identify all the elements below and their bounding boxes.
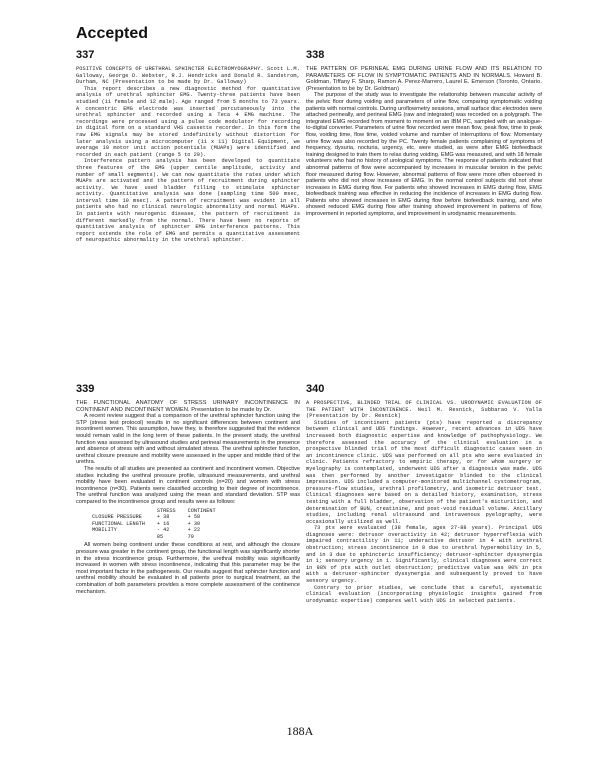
abstract-title: POSITIVE CONCEPTS OF URETHRAL SPHINCTER ELECTROMYOGRAPHY. Scott L.M. Galloway, George D. Webster, R.J. Hendricks and Donald R. Sandstrom, Durham, NC (Presentation to be made by Dr. Galloway) [76,66,300,86]
abstract-paragraph: All women being continent under these conditions at rest, and although the closure pressure was greater in the continent group, the functional length was significantly shorter in the stress incontinence group. Furthermore, the urethral mobility was significantly increased in women with stress incontinence, indicating that this parameter may be the most important factor in the pathogenesis. Our results suggest that sphincter function and urethral mobility should be evaluated in all patients prior to surgical treatment, as the combination of both parameters provides a more complete assessment of the continence mechanism. [76,542,300,595]
table-row [86,534,222,541]
table-cell: + 22 [187,527,201,534]
abstract-paragraph: The purpose of the study was to investigate the relationship between muscular activity of the pelvic floor during voiding and parameters of urine flow, comparing symptomatic voiding patients with normal controls. During uroflowmetry sessions, small surface disc electrodes were attached perineally, and perineal EMG (raw and integrated) was recorded on a polygraph. The integrated EMG recorded from moment to moment on an IBM PC, sampled with an analogue-to-digital converter. Parameters of urine flow recorded were mean flow, peak flow, time to peak flow, voiding time, flow time, voided volume and number of interruptions of flow. Momentary urine flow was also recorded by the PC. Twenty female patients complaining of symptoms of frequency, dysuria, nocturia, urgency, etc. were studied, as were after EMG biofeedback training designed to train them to relax during voiding. EMG was measured, and with 18 female volunteers who had no history of urological symptoms. The response of patients indicated that abnormal patterns of flow were accompanied by increases in muscular tension in the pelvic floor measured during flow. However, abnormal patterns of flow were more often observed in patients who did not show increases of EMG. In the normal control subjects did not show increases in EMG during flow. For patients who showed increases in EMG during flow, EMG biofeedback training was effective in reducing the incidence of increases in EMG during flow. Patients who showed increases in EMG during flow before biofeedback training, and who showed reduced EMG during flow after training showed improvement in patterns of flow, improvement in reported symptoms, and improvement in urodynamic measurements. [306,92,542,218]
abstract-title: THE FUNCTIONAL ANATOMY OF STRESS URINARY INCONTINENCE IN CONTINENT AND INCONTINENT WOMEN. Presentation to be made by Dr. [76,400,300,413]
abstract-338 [306,49,542,218]
table-cell: CLOSURE PRESSURE [92,514,142,521]
page-number: 188A [286,724,314,738]
table-cell: + 38 [156,514,170,521]
abstract-number: 339 [76,383,95,395]
abstract-title: THE PATTERN OF PERINEAL EMG DURING URINE FLOW AND ITS RELATION TO PARAMETERS OF FLOW IN SYMPTOMATIC PATIENTS AND IN NORMALS. Howard B. Goldman, Tiffany F. Sharp, Ramon A. Perez-Marrero, Laurel E. Emerson (Toronto, Ontario. (Presentation to be by Dr. Goldman) [306,66,542,92]
abstract-paragraph: Interference pattern analysis has been developed to quantitate three features of the EMG (upper centile amplitude, activity and number of small segments). We can now quantitate the rates under which MUAPs are activated and the pattern of recruitment during sphincter activity. We have used bladder filling to stimulate sphincter activity. Quantitative analysis was done (sampling time 500 msec, interval time 10 msec). A pattern of recruitment was evident in all patients who had no clinical neurologic abnormality and normal MUAPs. In patients with neurogenic disease, the pattern of recruitment is different markedly from the normal. There have been no reports of quantitative analysis of sphincter EMG interference patterns. This report extends the role of EMG and permits a quantitative assessment of neuropathic abnormality in the urethral sphincter. [76,158,300,244]
table-row [86,514,222,521]
abstract-number: 340 [306,383,325,395]
table-header: STRESS [156,507,176,514]
table-cell: - 42 [156,527,170,534]
table-header-row [86,508,222,515]
section-title: Accepted [76,25,149,42]
table-cell: + 16 [156,520,170,527]
abstract-340 [306,383,542,604]
table-cell: 79 [187,533,194,540]
abstract-paragraph: 73 pts were evaluated (38 female, ages 27-88 years). Principal UDS diagnoses were: detrusor overactivity in 42; detrusor hyperreflexia with impaired contractility in 11; underactive detrusor in 4 with urethral obstruction; stress incontinence in 8 due to urethral hypermobility in 5, and in 3 due to sphincteric insufficiency; detrusor-sphincter dyssynergia in 1; sensory urgency in 1. Significantly, clinical diagnoses were correct in 88% of pts with outlet obstruction; predictive value was 90% in pts with a detrusor-sphincter dyssynergia and subsequently proved to have sensory urgency. [306,525,542,585]
abstract-339 [76,383,300,595]
abstract-paragraph: Studies of incontinent patients (pts) have reported a discrepancy between clinical and UDS findings. However, recent advances in UDS have increased both diagnostic expertise and knowledge of pathophysiology. We therefore assessed the accuracy of the clinical evaluation in a prospective blinded trial of the most difficult diagnostic cases seen in an incontinence clinic. UDS was performed on all pts who were evaluated in clinic. Patients refractory to empiric therapy, or for whom surgery or myelography is contemplated, underwent UDS after a diagnosis was made. UDS was then performed by another investigator blinded to the clinical impression. UDS included a computer-monitored multichannel cystometrogram, pressure-flow studies, urethral profilometry, and isometric detrusor test. Clinical diagnoses were based on a detailed history, examination, stress testing with a full bladder, observation of the patient's micturition, and determination of BUN, creatinine, and post-void residual volume. Ancillary studies, including renal ultrasound and intravenous pyelography, were occasionally utilized as well. [306,419,542,525]
abstract-337 [76,49,300,244]
table-cell: + 58 [187,514,201,521]
table-cell: + 30 [187,520,201,527]
abstract-paragraph: The results of all studies are presented as continent and incontinent women. Objective studies including the urethral pressure profile, ultrasound measurements, and urethral mobility have been evaluated in continent controls (n=20) and women with stress incontinence (n=30). Patients were classified according to their degree of incontinence. The urethral function was analyzed using the mean and standard deviation. STP was compared to the incontinence group and results were as follows: [76,465,300,505]
table-row [86,527,222,534]
table-header: CONTINENT [187,507,216,514]
table-cell: 85 [156,533,164,540]
results-table [86,508,222,541]
table-header [86,508,151,515]
abstract-paragraph: Contrary to prior studies, we conclude that a careful, systematic clinical evaluation (incorporating physiologic insights gained from urodynamic expertise) compares well with UDS in selected patients. [306,584,542,604]
table-cell: FUNCTIONAL LENGTH [92,520,145,527]
table-row [86,521,222,528]
abstract-title: A PROSPECTIVE, BLINDED TRIAL OF CLINICAL VS. URODYNAMIC EVALUATION OF THE PATIENT WITH INCONTINENCE. Neil M. Resnick, Subbarao V. Yalla (Presentation by Dr. Resnick) [306,400,542,420]
table-cell [86,534,151,541]
abstract-number: 338 [306,49,325,61]
table-cell: MOBILITY [92,527,117,534]
abstract-paragraph: A recent review suggest that a comparison of the urethral sphincter function using the STP (stress test protocol) results in no significant differences between continent and incontinent women. This assumption, have they, is therefore suggested that the evidence would remain valid in the long term of these patients. In the present study, the urethral function was assessed by ultrasound studies and perineal measurements in the presence and absence of stress with and without simulated stress. The urethral sphincter function, urethral closure pressure and mobility were assessed in the upper and middle third of the urethra. [76,413,300,466]
abstract-paragraph: This report describes a new diagnostic method for quantitative analysis of urethral sphincter EMG. Twenty-three patients have been studied (11 female and 12 male). Age ranged from 5 months to 73 years. A concentric EMG electrode was inserted percutaneously into the urethral sphincter and recorded using a Teca 4 EMG machine. The recordings were processed using a pulse code modulator for recording in digital form on a standard VHS cassette recorder. In this form the raw EMG signals may be stored indefinitely without distortion for later analysis using a microcomputer (11 x 11) Digital Equipment, we average 10 motor unit action potentials (MUAPs) were identified and recorded in each patient (range 5 to 20). [76,85,300,158]
abstract-number: 337 [76,49,95,61]
